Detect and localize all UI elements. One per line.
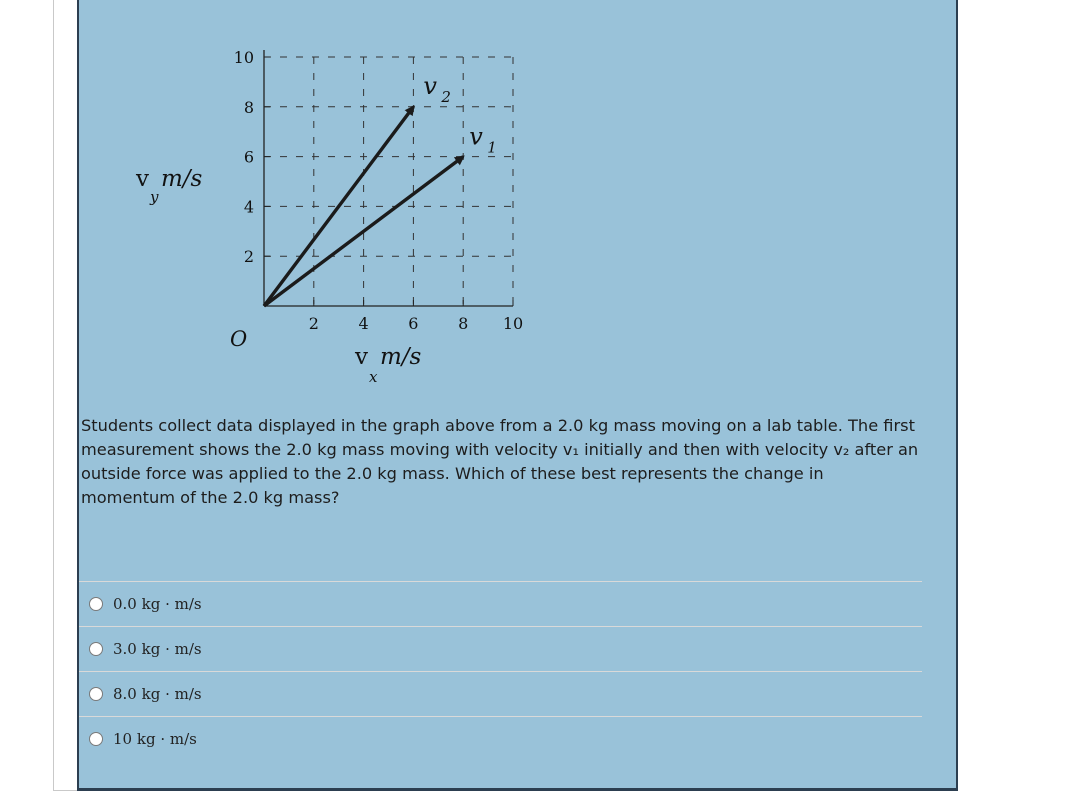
vector-label-sub-v2: 2 <box>441 87 451 106</box>
x-axis-label-sub: x <box>369 368 378 386</box>
grid <box>264 57 513 306</box>
axes <box>264 50 513 306</box>
y-tick-label: 6 <box>243 147 254 167</box>
x-axis-label <box>354 344 422 386</box>
y-tick-label: 4 <box>243 197 254 217</box>
answer-option[interactable] <box>79 581 922 626</box>
y-tick-label: 2 <box>243 247 254 267</box>
x-tick-label: 10 <box>502 314 524 333</box>
answer-label: 3.0 kg · m/s <box>113 640 202 658</box>
y-axis-label <box>135 166 203 206</box>
vector-label-v1: v <box>469 122 483 151</box>
answer-label: 10 kg · m/s <box>113 730 197 748</box>
x-tick-label: 2 <box>308 314 319 333</box>
x-axis-label-unit: m/s <box>380 344 422 370</box>
y-tick-label: 8 <box>243 97 254 117</box>
origin-label: O <box>230 327 248 351</box>
radio-button[interactable] <box>89 687 103 701</box>
radio-button[interactable] <box>89 597 103 611</box>
y-axis-label-main: v <box>136 166 149 192</box>
answer-label: 0.0 kg · m/s <box>113 595 202 613</box>
radio-button[interactable] <box>89 642 103 656</box>
answer-list <box>79 581 922 761</box>
x-tick-label: 6 <box>408 314 419 333</box>
x-tick-label: 4 <box>358 314 369 333</box>
answer-option[interactable] <box>79 716 922 761</box>
question-text: Students collect data displayed in the graph above from a 2.0 kg mass moving on a lab table. The first measurement shows the 2.0 kg mass moving with velocity v₁ initially and then with velocity v₂ after an outside force was applied to the 2.0 kg mass. Which of these best represents the change in momentum of the 2.0 kg mass? <box>81 416 919 507</box>
answer-option[interactable] <box>79 626 922 671</box>
vector-label-sub-v1: 1 <box>487 138 497 157</box>
answer-label: 8.0 kg · m/s <box>113 685 202 703</box>
y-tick-label: 10 <box>233 48 254 67</box>
x-tick-label: 8 <box>458 314 469 333</box>
y-axis-label-sub: y <box>150 188 159 206</box>
velocity-graph <box>79 0 939 400</box>
question-panel <box>77 0 958 791</box>
x-axis-label-main: v <box>355 344 368 370</box>
radio-button[interactable] <box>89 732 103 746</box>
answer-option[interactable] <box>79 671 922 716</box>
vector-label-v2: v <box>423 71 437 100</box>
y-axis-label-unit: m/s <box>161 166 203 192</box>
